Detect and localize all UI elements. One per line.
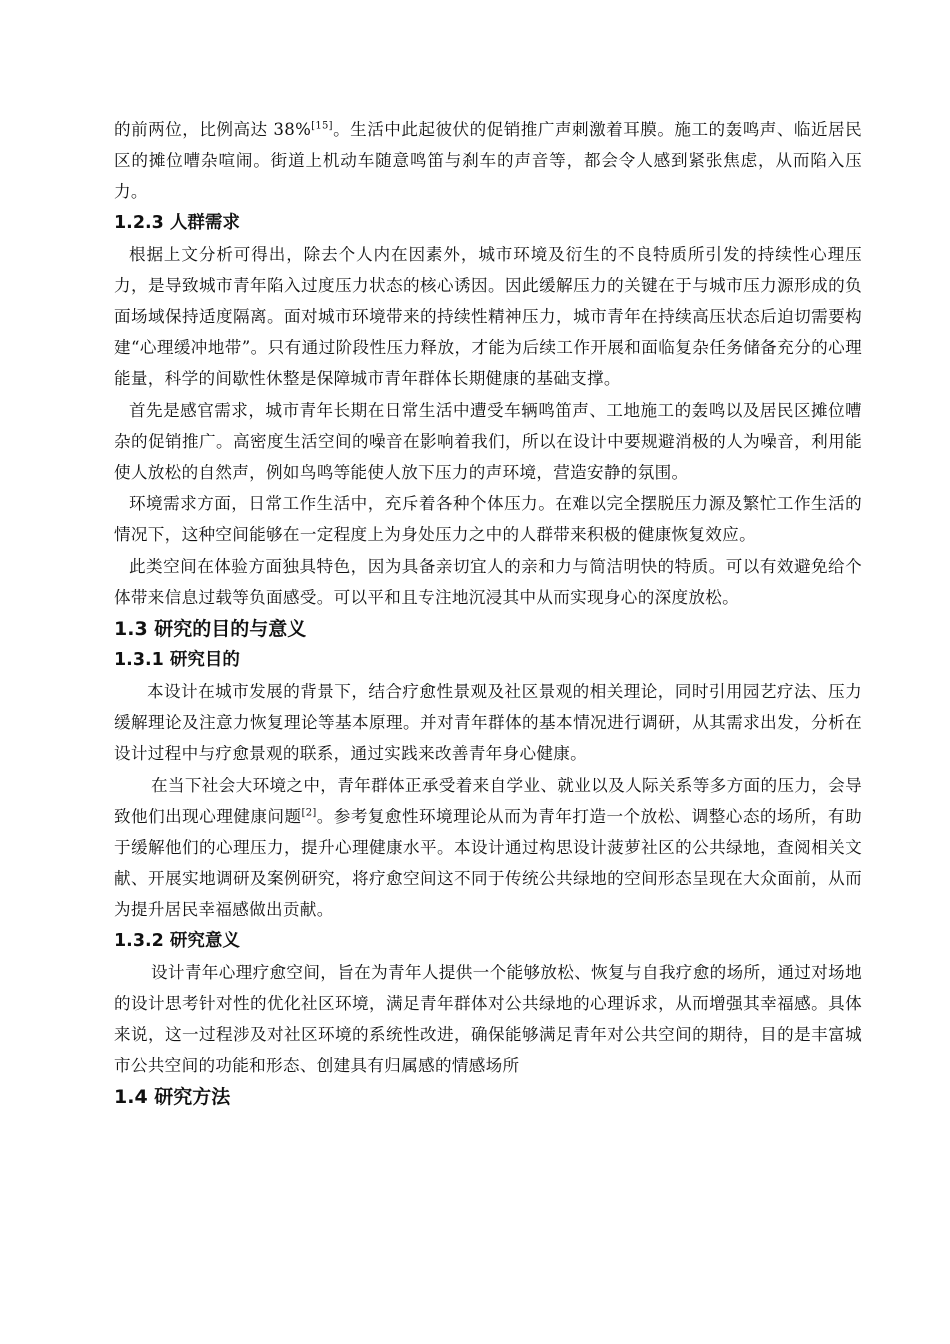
paragraph-text: 。生活中此起彼伏的促销推广声刺激着耳膜。施工的轰鸣声、临近居民区的摊位嘈杂喧闹。街道上机动车随意鸣笛与刹车的声音等，都会令人感到紧张焦虑，从而陷入压力。 bbox=[114, 120, 862, 202]
paragraph-sensory-needs: 首先是感官需求，城市青年长期在日常生活中遭受车辆鸣笛声、工地施工的轰鸣以及居民区摊位嘈杂的促销推广。高密度生活空间的噪音在影响着我们，所以在设计中要规避消极的人为噪音，利用能使人放松的自然声，例如鸟鸣等能使人放下压力的声环境，营造安静的氛围。 bbox=[114, 400, 862, 483]
paragraph-research-significance: 设计青年心理疗愈空间，旨在为青年人提供一个能够放松、恢复与自我疗愈的场所，通过对场地的设计思考针对性的优化社区环境，满足青年群体对公共绿地的心理诉求，从而增强其幸福感。具体来说，这一过程涉及对社区环境的系统性改进，确保能够满足青年对公共空间的期待，目的是丰富城市公共空间的功能和形态、创建具有归属感的情感场所 bbox=[114, 962, 862, 1076]
paragraph-environment-needs: 环境需求方面，日常工作生活中，充斥着各种个体压力。在难以完全摆脱压力源及繁忙工作生活的情况下，这种空间能够在一定程度上为身处压力之中的人群带来积极的健康恢复效应。 bbox=[114, 494, 862, 545]
paragraph-text: 。参考复愈性环境理论从而为青年打造一个放松、调整心态的场所，有助于缓解他们的心理压力，提升心理健康水平。本设计通过构思设计菠萝社区的公共绿地，查阅相关文献、开展实地调研及案例研究，将疗愈空间这不同于传统公共绿地的空间形态呈现在大众面前，从而为提升居民幸福感做出贡献。 bbox=[114, 806, 862, 920]
paragraph-research-context bbox=[114, 770, 862, 926]
paragraph-crowd-needs-intro: 根据上文分析可得出，除去个人内在因素外，城市环境及衍生的不良特质所引发的持续性心理压力，是导致城市青年陷入过度压力状态的核心诱因。因此缓解压力的关键在于与城市压力源形成的负面场域保持适度隔离。面对城市环境带来的持续性精神压力，城市青年在持续高压状态后迫切需要构建“心理缓冲地带”。只有通过阶段性压力释放，才能为后续工作开展和面临复杂任务储备充分的心理能量，科学的间歇性休整是保障城市青年群体长期健康的基础支撑。 bbox=[114, 244, 862, 389]
paragraph-text: 在当下社会大环境之中，青年群体正承受着来自学业、就业以及人际关系等多方面的压力，会导致他们出现心理健康问题 bbox=[114, 775, 862, 826]
heading-1-3-1: 1.3.1 研究目的 bbox=[114, 650, 240, 671]
paragraph-research-purpose: 本设计在城市发展的背景下，结合疗愈性景观及社区景观的相关理论，同时引用园艺疗法、压力缓解理论及注意力恢复理论等基本原理。并对青年群体的基本情况进行调研，从其需求出发，分析在设计过程中与疗愈景观的联系，通过实践来改善青年身心健康。 bbox=[114, 682, 862, 764]
heading-1-3: 1.3 研究的目的与意义 bbox=[114, 618, 307, 641]
citation-ref-15[interactable]: [15] bbox=[311, 120, 333, 132]
paragraph-text: 的前两位，比例高达 38% bbox=[114, 120, 312, 139]
heading-1-3-2: 1.3.2 研究意义 bbox=[114, 930, 240, 951]
paragraph-noise-sources bbox=[114, 114, 862, 208]
document-page bbox=[114, 114, 862, 1113]
paragraph-experience-needs: 此类空间在体验方面独具特色，因为具备亲切宜人的亲和力与简洁明快的特质。可以有效避免给个体带来信息过载等负面感受。可以平和且专注地沉浸其中从而实现身心的深度放松。 bbox=[114, 556, 862, 607]
heading-1-4: 1.4 研究方法 bbox=[114, 1086, 231, 1109]
citation-ref-2[interactable]: [2] bbox=[301, 807, 317, 819]
heading-1-2-3: 1.2.3 人群需求 bbox=[114, 212, 240, 233]
